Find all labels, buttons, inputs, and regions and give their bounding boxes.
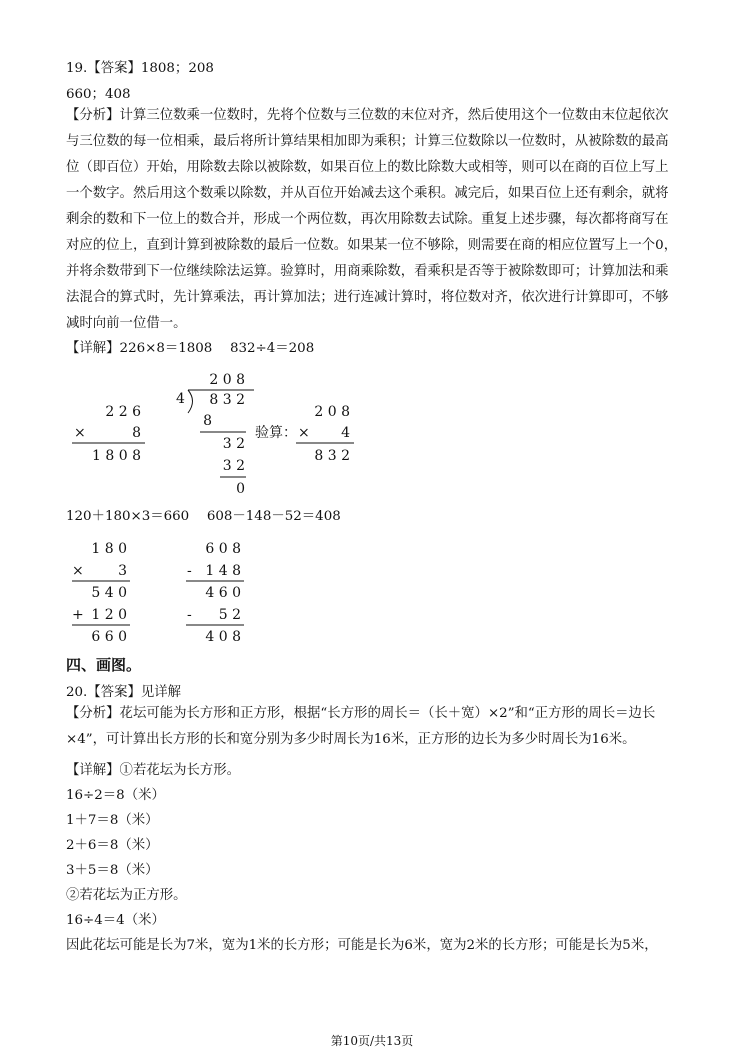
calc4-r2: 1 4 8 [205, 563, 241, 579]
calc4-op2: - [187, 607, 192, 623]
div-bracket [188, 390, 193, 413]
mul1-bottom: 8 [132, 425, 141, 441]
page-footer: 第10页/共13页 [330, 1034, 414, 1048]
calc3-r2: 3 [118, 563, 127, 579]
calc3-r4: 1 2 0 [91, 607, 127, 623]
q20-line7: 因此花坛可能是长为7米，宽为1米的长方形；可能是长为6米，宽为2米的长方形；可能是长为5米， [66, 938, 658, 953]
mul1-result: 1 8 0 8 [92, 448, 141, 464]
calc3-op1: × [72, 563, 84, 579]
calc3-op2: + [72, 607, 84, 623]
check-result: 8 3 2 [314, 448, 350, 464]
q19-detail: 【详解】226×8＝1808 832÷4＝208 [66, 341, 315, 356]
div-step3: 3 2 [222, 458, 245, 474]
q20-line1: 16÷2＝8（米） [66, 788, 165, 803]
q20-line4: 3＋5＝8（米） [66, 863, 159, 878]
div-divisor: 4 [176, 391, 185, 407]
q20-line3: 2＋6＝8（米） [66, 838, 159, 853]
q19-answer: 19.【答案】1808；208 [66, 61, 214, 76]
calc4-r4: 5 2 [218, 607, 241, 623]
q20-detail: 【详解】①若花坛为长方形。 [66, 763, 241, 778]
check-top: 2 0 8 [314, 404, 350, 420]
q20-line5: ②若花坛为正方形。 [66, 888, 187, 903]
div-remainder: 0 [236, 481, 245, 497]
mul1-top: 2 2 6 [105, 404, 141, 420]
calc4-r3: 4 6 0 [205, 585, 241, 601]
calc3-r1: 1 8 0 [91, 541, 127, 557]
check-op: × [298, 425, 310, 441]
calc4-r5: 4 0 8 [205, 629, 241, 645]
div-quotient: 2 0 8 [209, 372, 245, 388]
calc4-op1: - [187, 563, 192, 579]
div-dividend: 8 3 2 [209, 392, 245, 408]
q20-answer: 20.【答案】见详解 [66, 685, 182, 700]
check-label: 验算： [255, 425, 297, 441]
q20-line2: 1＋7＝8（米） [66, 813, 159, 828]
q20-line6: 16÷4＝4（米） [66, 913, 165, 928]
q19-analysis: 【分析】计算三位数乘一位数时，先将个位数与三位数的末位对齐，然后使用这个一位数由末位起依次与三位数的每一位相乘，最后将所计算结果相加即为乘积；计算三位数除以一位数时，从被除数的最高位（即百位）开始，用除数去除以被除数，如果百位上的数比除数大或相等，则可以在商的百位上写上一个数字。然后用这个数乘以除数，并从百位开始减去这个乘积。减完后，如果百位上还有剩余，就将剩余的数和下一位上的数合并，形成一个两位数，再次用除数去试除。重复上述步骤，每次都将商写在对应的位上，直到计算到被除数的最后一位数。如果某一位不够除，则需要在商的相应位置写上一个0，并将余数带到下一位继续除法运算。验算时，用商乘除数，看乘积是否等于被除数即可；计算加法和乘法混合的算式时，先计算乘法，再计算加法；进行连减计算时，将位数对齐，依次进行计算即可，不够减时向前一位借一。 [66, 108, 678, 331]
section-title: 四、画图。 [66, 656, 142, 674]
calc3-r5: 6 6 0 [91, 629, 127, 645]
div-step1: 8 [203, 413, 212, 429]
mul1-op: × [74, 425, 86, 441]
q19-expressions: 120＋180×3＝660 608－148－52＝408 [66, 509, 341, 524]
q19-answer-line2: 660；408 [66, 87, 131, 102]
q20-analysis: 【分析】花坛可能为长方形和正方形，根据“长方形的周长＝（长＋宽）×2”和“正方形的周长＝边长×4”，可计算出长方形的长和宽分别为多少时周长为16米，正方形的边长为多少时周长为16米。 [66, 706, 656, 747]
check-bottom: 4 [341, 425, 350, 441]
calc4-r1: 6 0 8 [205, 541, 241, 557]
calc3-r3: 5 4 0 [91, 585, 127, 601]
div-step2: 3 2 [222, 436, 245, 452]
